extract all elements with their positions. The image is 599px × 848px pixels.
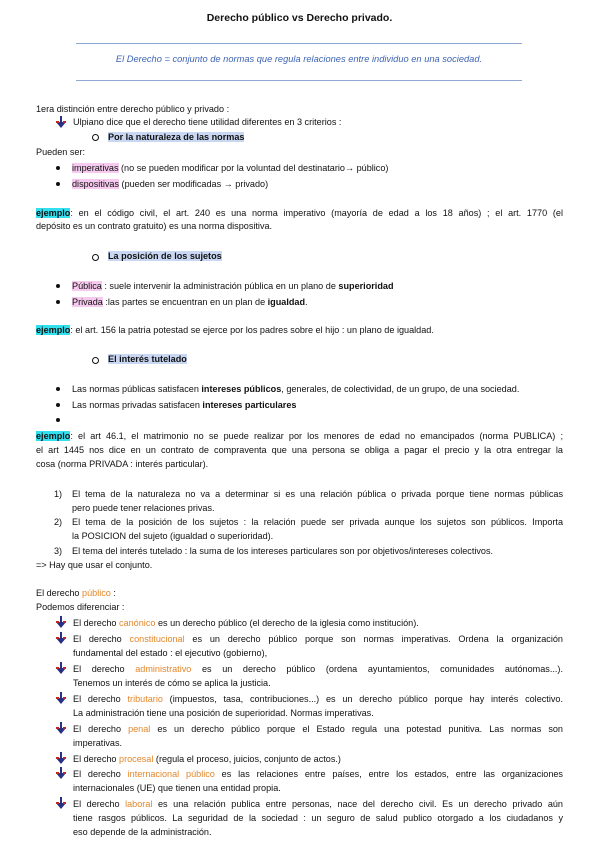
item-administrativo-line-2: Tenemos un interés de cómo se aplica la justicia.: [73, 678, 271, 688]
page-title: Derecho público vs Derecho privado.: [206, 12, 393, 24]
numbered-marker: 2): [54, 517, 63, 527]
item-procesal: El derecho procesal (regula el proceso, juicios, conjunto de actos.): [73, 754, 341, 764]
numbered-item-2-line-1: El tema de la posición de los sujetos : la relación puede ser privada aunque los sujetos son públicos. Importa: [72, 517, 563, 527]
conclusion-text: => Hay que usar el conjunto.: [36, 560, 153, 570]
bullet-icon: [56, 403, 60, 407]
numbered-item-2-line-2: la POSICION del sujeto (igualdad o superioridad).: [72, 531, 274, 541]
bullet-icon: [56, 418, 60, 422]
item-internacional-line-2: internacionales (UE) que tienen una entidad propia.: [73, 783, 281, 793]
example-3-line-1: ejemplo: el art 46.1, el matrimonio no se puede realizar por los menores de edad no emancipados (norma PUBLICA) ;: [36, 431, 563, 441]
criterion-3-heading: El interés tutelado: [108, 354, 187, 364]
arrow-bullet-icon: [56, 632, 66, 644]
arrow-bullet-icon: [56, 692, 66, 704]
criterion-1-heading: Por la naturaleza de las normas: [108, 132, 245, 142]
circle-bullet-icon: [92, 254, 99, 261]
bullet-icon: [56, 166, 60, 170]
example-2: ejemplo: el art. 156 la patria potestad se ejerce por los padres sobre el hijo : un plano de igualdad.: [36, 325, 434, 335]
bullet-icon: [56, 182, 60, 186]
item-tributario-line-2: La administración tiene una posición de superioridad. Normas imperativas.: [73, 708, 374, 718]
item-laboral-line-2: tiene rasgos públicos. La seguridad de la sociedad : un seguro de salud publico otorgado a los ciudadanos y: [73, 813, 563, 823]
arrow-bullet-icon: [56, 797, 66, 809]
item-internacional-line-1: El derecho internacional público es las relaciones entre países, entre los estados, entre las organizaciones: [73, 769, 563, 779]
pueden-text: Pueden ser:: [36, 147, 86, 157]
definition-quote: El Derecho = conjunto de normas que regula relaciones entre individuo en una sociedad.: [115, 54, 483, 64]
intro-text: 1era distinción entre derecho público y privado :: [36, 104, 230, 114]
definition-box: [76, 43, 522, 81]
bullet-icon: [56, 300, 60, 304]
example-1-line-1: ejemplo: en el código civil, el art. 240 es una norma imperativo (mayoría de edad a los 18 años) ; el art. 1770 (el: [36, 208, 563, 218]
numbered-marker: 1): [54, 489, 63, 499]
item-tributario-line-1: El derecho tributario (impuestos, tasa, contribuciones...) es un derecho público porque hay interés colectivo.: [73, 694, 563, 704]
item-laboral-line-1: El derecho laboral es una relación publica entre personas, nace del derecho civil. Es un derecho privado aún: [73, 799, 563, 809]
item-penal-line-2: imperativas.: [73, 738, 123, 748]
podemos-text: Podemos diferenciar :: [36, 602, 125, 612]
example-1-line-2: depósito es un contrato gratuito) es una norma dispositiva.: [36, 221, 273, 231]
interes-particular-item: Las normas privadas satisfacen intereses particulares: [72, 400, 297, 410]
numbered-item-1-line-2: pero puede tener relaciones privas.: [72, 503, 215, 513]
arrow-bullet-icon: [56, 752, 66, 764]
item-laboral-line-3: eso depende de la administración.: [73, 827, 212, 837]
item-administrativo-line-1: El derecho administrativo es un derecho público (ordena ayuntamientos, comunidades autónomas...).: [73, 664, 563, 674]
publica-item: Pública : suele intervenir la administración pública en un plano de superioridad: [72, 281, 394, 291]
arrow-bullet-icon: [56, 662, 66, 674]
example-3-line-2: el art 1445 nos dice en un contrato de compraventa que una persona se obliga a pagar el precio y la otra entregar la: [36, 445, 563, 455]
arrow-bullet-icon: [56, 722, 66, 734]
interes-publico-item: Las normas públicas satisfacen intereses públicos, generales, de colectividad, de un grupo, de una sociedad.: [72, 384, 520, 394]
arrow-bullet-icon: [56, 116, 66, 128]
numbered-marker: 3): [54, 546, 63, 556]
bullet-icon: [56, 387, 60, 391]
derecho-publico-heading: El derecho público :: [36, 588, 116, 598]
circle-bullet-icon: [92, 357, 99, 364]
numbered-item-3: El tema del interés tutelado : la suma de los intereses particulares son por objetivos/intereses colectivos.: [72, 546, 494, 556]
ulpiano-text: Ulpiano dice que el derecho tiene utilidad diferentes en 3 criterios :: [73, 117, 342, 127]
arrow-bullet-icon: [56, 616, 66, 628]
item-penal-line-1: El derecho penal es un derecho público porque el Estado regula una potestad punitiva. Las normas son: [73, 724, 563, 734]
numbered-item-1-line-1: El tema de la naturaleza no va a determinar si es una relación pública o privada porque tiene normas públicas: [72, 489, 563, 499]
circle-bullet-icon: [92, 134, 99, 141]
example-3-line-3: cosa (norma PRIVADA : interés particular).: [36, 459, 209, 469]
item-canonico: El derecho canónico es un derecho público (el derecho de la iglesia como institución).: [73, 618, 419, 628]
privada-item: Privada :las partes se encuentran en un plan de igualdad.: [72, 297, 308, 307]
dispositivas-item: dispositivas (pueden ser modificadas → privado): [72, 179, 269, 189]
imperativas-item: imperativas (no se pueden modificar por la voluntad del destinatario→ público): [72, 163, 389, 173]
bullet-icon: [56, 284, 60, 288]
item-constitucional-line-2: fundamental del estado : el ejecutivo (gobierno),: [73, 648, 268, 658]
arrow-bullet-icon: [56, 767, 66, 779]
criterion-2-heading: La posición de los sujetos: [108, 251, 222, 261]
item-constitucional-line-1: El derecho constitucional es un derecho público porque son normas imperativas. Ordena la organización: [73, 634, 563, 644]
